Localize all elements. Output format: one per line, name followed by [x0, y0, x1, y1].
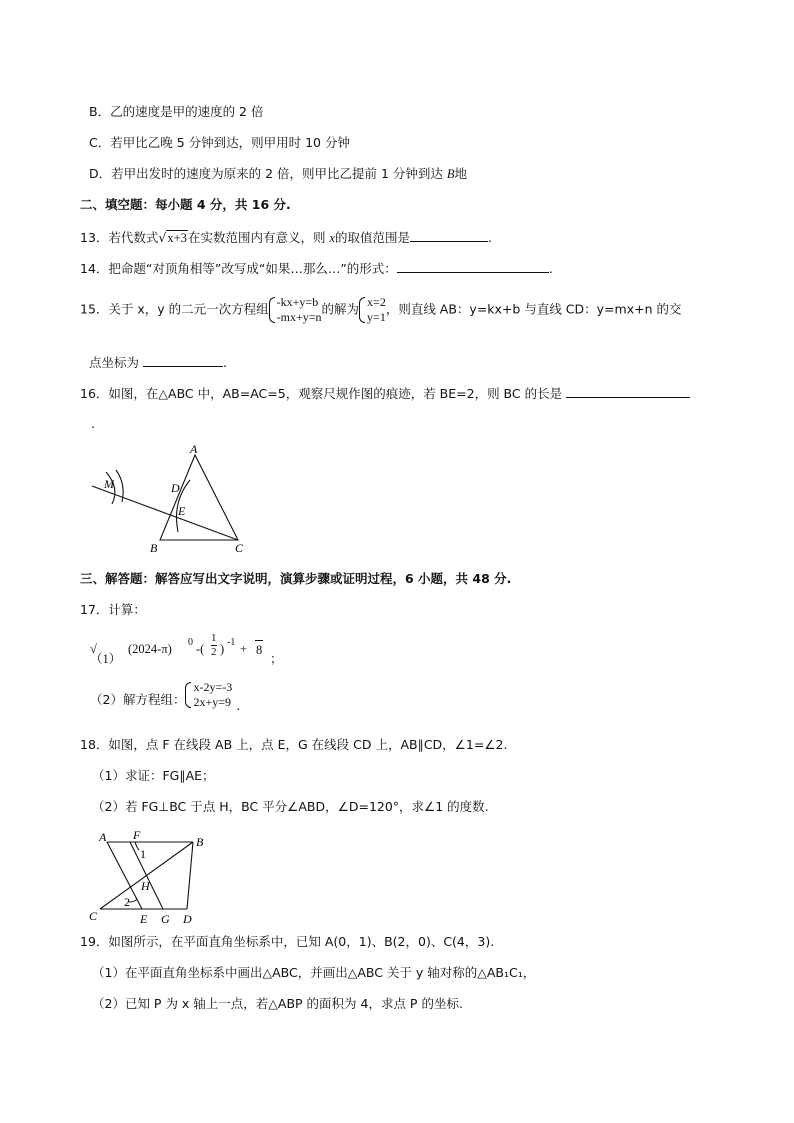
q19-part2: （2）已知 P 为 x 轴上一点，若△ABP 的面积为 4，求点 P 的坐标.: [92, 996, 463, 1011]
q16-end: .: [91, 416, 95, 431]
q14-text: 14．把命题“对顶角相等”改写成“如果…那么…”的形式：: [80, 261, 397, 276]
q15-post: ，则直线 AB：y=kx+b 与直线 CD：y=mx+n 的交: [385, 301, 682, 317]
expr-op: -(: [196, 642, 205, 656]
question-13: 13．若代数式√x+3在实数范围内有意义，则 x的取值范围是 .: [80, 230, 492, 245]
label-angle-2: 2: [124, 895, 130, 909]
q17-p2-label: （2）解方程组：: [90, 692, 186, 707]
q15-text: 15．关于 x，y 的二元一次方程组: [80, 301, 269, 317]
figure-triangle-abc: [80, 440, 260, 560]
q18-part2: （2）若 FG⊥BC 于点 H，BC 平分∠ABD，∠D=120°，求∠1 的度数.: [92, 799, 489, 814]
angle-2-arc: [129, 899, 137, 902]
label-b: B: [150, 541, 158, 555]
q19-part1: （1）在平面直角坐标系中画出△ABC，并画出△ABC 关于 y 轴对称的△AB₁C₁，: [92, 965, 536, 980]
equation-2: -mx+y=n: [276, 310, 322, 324]
expr-op: +: [240, 642, 248, 656]
line-bd: [187, 842, 193, 909]
label-d: D: [171, 481, 180, 495]
expr-op: ): [220, 642, 225, 656]
exponent: 0: [188, 637, 193, 648]
answer-blank: [566, 384, 690, 398]
q17-part1: （1） (2024-π) 0 -( 1 2 ) -1 + √ 8 ；: [90, 632, 283, 666]
q15-line2-text: 点坐标为: [89, 355, 140, 370]
question-14: [80, 259, 553, 278]
label-c: C: [89, 909, 98, 923]
answer-blank: [397, 259, 549, 273]
option-c: C．若甲比乙晚 5 分钟到达，则甲用时 10 分钟: [89, 135, 350, 150]
q13-post: 的取值范围是: [334, 230, 410, 245]
q17-p2-end: .: [236, 698, 241, 713]
q17-p1-label: （1）: [90, 652, 122, 666]
label-f: F: [133, 828, 141, 842]
solution-y: y=1: [367, 310, 386, 324]
equation-system: [269, 295, 322, 325]
q13-var: x: [329, 231, 335, 245]
question-18: 18．如图，点 F 在线段 AB 上，点 E，G 在线段 CD 上，AB∥CD，∠1=∠2.: [80, 737, 508, 752]
equation-1: x-2y=-3: [193, 680, 233, 694]
label-h: H: [141, 879, 150, 893]
figure-parallel-lines: [85, 826, 245, 926]
q17-p1-end: ；: [270, 652, 283, 666]
question-17-title: 17．计算：: [80, 602, 146, 617]
question-15-line2: [89, 353, 227, 372]
q13-mid: 在实数范围内有意义，则: [187, 230, 330, 245]
radicand: 8: [255, 640, 263, 659]
fraction-numerator: 1: [211, 632, 217, 644]
q15-mid: 的解为: [321, 301, 360, 317]
bisector-line: [92, 486, 238, 540]
question-16: [80, 384, 690, 403]
option-d-text: D．若甲出发时的速度为原来的 2 倍，则甲比乙提前 1 分钟到达: [89, 166, 447, 181]
q17-part2: [90, 680, 241, 713]
q13-radicand: x+3: [167, 231, 187, 245]
q14-end: .: [548, 261, 553, 276]
label-a: A: [190, 442, 198, 456]
exponent: -1: [227, 637, 236, 648]
answer-blank: [143, 353, 223, 367]
q15-end: .: [223, 355, 227, 370]
section-3-heading: 三、解答题：解答应写出文字说明，演算步骤或证明过程，6 小题，共 48 分.: [80, 571, 512, 586]
label-a: A: [99, 830, 107, 844]
answer-blank: [410, 228, 488, 242]
question-15: [80, 295, 681, 325]
section-2-heading: 二、填空题：每小题 4 分，共 16 分.: [80, 197, 291, 212]
label-g: G: [161, 912, 170, 926]
option-d-end: 地: [454, 166, 468, 181]
solution-system: [359, 295, 386, 325]
q18-part1: （1）求证：FG∥AE；: [92, 768, 215, 783]
q13-text: 13．若代数式: [80, 230, 159, 245]
label-e: E: [140, 912, 148, 926]
solution-x: x=2: [367, 295, 386, 309]
label-c: C: [235, 541, 244, 555]
line-cb: [100, 842, 193, 909]
equation-system: [185, 680, 232, 710]
triangle-abc: [160, 455, 238, 540]
label-e: E: [178, 504, 186, 518]
equation-2: 2x+y=9: [193, 695, 232, 709]
label-d: D: [183, 912, 192, 926]
label-b: B: [196, 835, 204, 849]
option-b: B．乙的速度是甲的速度的 2 倍: [89, 104, 264, 119]
q16-text: 16．如图，在△ABC 中，AB=AC=5，观察尺规作图的痕迹，若 BE=2，则 BC 的长是: [80, 386, 563, 401]
label-m: M: [104, 477, 114, 491]
equation-1: -kx+y=b: [276, 295, 319, 309]
angle-1-arc: [135, 842, 139, 850]
expr-term: (2024-π): [128, 642, 172, 656]
option-d-var: B: [446, 167, 455, 181]
fraction-denominator: 2: [211, 646, 217, 658]
label-angle-1: 1: [140, 847, 146, 861]
option-d: [89, 165, 467, 183]
q13-end: .: [488, 230, 492, 245]
question-19: 19．如图所示，在平面直角坐标系中，已知 A(0，1)、B(2，0)、C(4，3).: [80, 934, 495, 949]
